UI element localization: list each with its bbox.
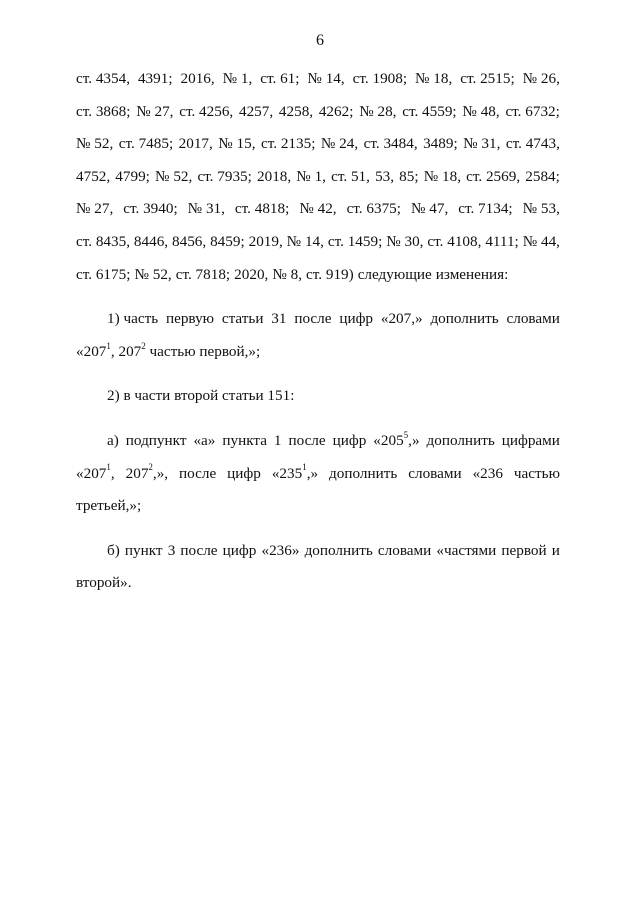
word: 2016, [180, 70, 215, 87]
word: № 15, [218, 135, 256, 153]
item-b-line-1 [76, 535, 560, 568]
word: «$205^5$,» [373, 429, 420, 449]
word: 2020, [234, 265, 269, 283]
word: ст. 2515; [460, 70, 515, 87]
word: цифр [227, 464, 261, 482]
word: № 44, [522, 232, 560, 250]
word: № 52, [134, 265, 172, 283]
word: цифр [339, 310, 374, 328]
word: ст. 4743, [505, 135, 560, 153]
word: ст. 6375; [346, 200, 401, 218]
paragraph-gap [76, 368, 560, 380]
word: дополнить [426, 431, 495, 449]
word: второй». [76, 574, 132, 592]
paragraph-line [76, 96, 560, 129]
item-2-line [76, 380, 560, 413]
word: ст. 7935; [197, 167, 252, 185]
word: 31 [271, 310, 287, 328]
word: цифр [222, 541, 257, 559]
word: цифрами [501, 431, 560, 449]
word: ст. 6175; [76, 265, 131, 283]
paragraph-line [76, 128, 560, 161]
word: подпункт [125, 431, 187, 449]
word: № 47, [410, 200, 449, 218]
word: первую [165, 310, 215, 328]
word: ст. 7818; [175, 265, 231, 283]
word: ст. 7134; [458, 200, 513, 218]
word: $207^2$,», [125, 462, 169, 482]
word: 1) часть [107, 310, 159, 328]
word: следующие [357, 265, 432, 283]
word: ст. 1908; [352, 70, 408, 87]
word: «а» [193, 431, 216, 449]
paragraph-gap [76, 291, 560, 303]
word: 4799; [115, 167, 150, 185]
word: 4752, [76, 167, 111, 185]
word: № 14, [286, 232, 324, 250]
word: ст. 3868; [76, 102, 131, 120]
word: ст. 919) [306, 265, 354, 283]
word: № 42, [299, 200, 337, 218]
word: 1 [273, 431, 282, 449]
word: № 52, [155, 167, 193, 185]
word: словами [408, 464, 462, 482]
word: после [288, 431, 326, 449]
item-a-line-2 [76, 458, 560, 491]
item-a-line-1 [76, 425, 560, 458]
word: № 52, [76, 135, 114, 153]
word: 4111; [485, 232, 519, 250]
word: третьей,»; [76, 497, 142, 515]
paragraph-gap [76, 413, 560, 425]
word: «$207^1$, [76, 462, 115, 482]
word: словами [377, 541, 432, 559]
word: б) [107, 541, 120, 559]
word: № 24, [320, 135, 359, 153]
word: 3 [167, 541, 176, 559]
word: № 18, [415, 70, 453, 87]
word: частью [513, 464, 560, 482]
paragraph-line [76, 161, 560, 194]
word: пункта [222, 431, 267, 449]
word: «частями [436, 541, 497, 559]
word: 8446, [133, 232, 169, 250]
word: «236» [261, 541, 300, 559]
item-1-line-1 [76, 303, 560, 336]
word: № 27, [136, 102, 174, 120]
word: № 48, [462, 102, 500, 120]
word: 53, [375, 167, 395, 185]
word: № 27, [76, 200, 114, 218]
paragraph-line [76, 63, 560, 96]
paragraph-line [76, 226, 560, 259]
word: ст. 4559; [402, 102, 457, 120]
word: ст. 8435, [76, 232, 131, 250]
paragraph-references [76, 63, 560, 291]
item-1-text: «$207^1$, $207^2$ частью первой,»; [76, 340, 261, 360]
word: № 28, [359, 102, 397, 120]
word: 8456, [172, 232, 207, 250]
word: № 31, [463, 135, 501, 153]
paragraph-line [76, 193, 560, 226]
word: 4262; [318, 102, 354, 120]
word: № 30, [386, 232, 424, 250]
word: «236 [472, 464, 503, 482]
word: № 31, [187, 200, 225, 218]
word: № 1, [296, 167, 326, 185]
word: № 18, [423, 167, 461, 185]
word: № 14, [307, 70, 345, 87]
word: № 26, [522, 70, 560, 87]
word: ст. 2135; [260, 135, 316, 153]
word: «$235^1$,» [271, 462, 319, 482]
word: 4257, [238, 102, 274, 120]
word: ст. 7485; [118, 135, 174, 153]
word: ст. 1459; [327, 232, 383, 250]
item-b-line-2 [76, 567, 560, 600]
word: дополнить [304, 541, 373, 559]
word: № 53, [522, 200, 560, 218]
word: «207,» [380, 310, 423, 328]
word: 2019, [248, 232, 283, 250]
word: а) [107, 431, 119, 449]
word: изменения: [435, 265, 509, 283]
word: ст. 4818; [234, 200, 290, 218]
word: № 8, [272, 265, 303, 283]
word: ст. 6732; [505, 102, 560, 120]
word: дополнить [329, 464, 398, 482]
word: 2017, [178, 135, 213, 153]
word: ст. 3940; [123, 200, 178, 218]
page-number: 6 [316, 32, 324, 49]
word: и [551, 541, 560, 559]
word: 8459; [210, 232, 245, 250]
word: статьи [221, 310, 264, 328]
word: ст. 4108, [427, 232, 482, 250]
paragraph-gap [76, 523, 560, 535]
word: после [180, 541, 218, 559]
item-1-line-2 [76, 336, 560, 369]
word: ст. 4354, [76, 70, 131, 87]
word: словами [506, 310, 560, 328]
word: № 1, [222, 70, 253, 87]
word: после [179, 464, 217, 482]
word: 2584; [525, 167, 560, 185]
word: ст. 4256, [179, 102, 234, 120]
word: дополнить [430, 310, 499, 328]
word: ст. 61; [260, 70, 300, 87]
word: ст. 2569, [466, 167, 521, 185]
word: пункт [124, 541, 163, 559]
paragraph-line [76, 259, 560, 292]
document-body [76, 63, 560, 600]
word: 4258, [278, 102, 314, 120]
word: 4391; [137, 70, 173, 87]
word: цифр [332, 431, 367, 449]
word: 85; [399, 167, 419, 185]
word: 2018, [257, 167, 292, 185]
word: ст. 51, [331, 167, 370, 185]
item-2-text: 2) в части второй статьи 151: [107, 387, 295, 405]
word: ст. 3484, [363, 135, 418, 153]
word: первой [501, 541, 547, 559]
item-a-line-3 [76, 490, 560, 523]
word: 3489; [423, 135, 458, 153]
word: после [294, 310, 332, 328]
